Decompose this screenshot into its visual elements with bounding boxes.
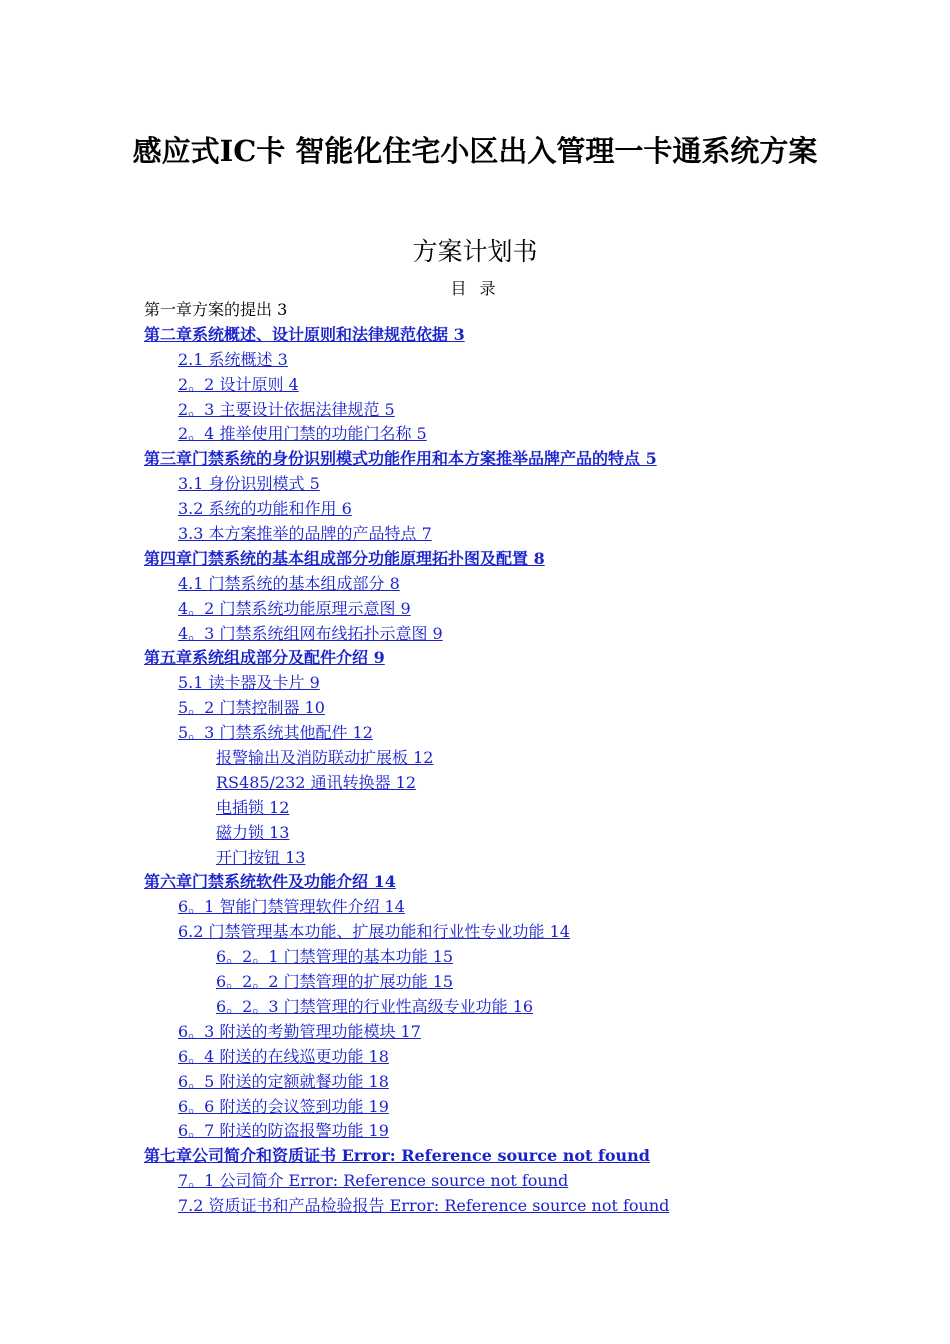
toc-section-entry: [0, 1194, 950, 1219]
toc-link[interactable]: 6。2。1 门禁管理的基本功能 15: [216, 947, 454, 967]
toc-section-entry: [0, 622, 950, 647]
toc-section-entry: [0, 1020, 950, 1045]
toc-link[interactable]: 6。6 附送的会议签到功能 19: [178, 1096, 389, 1116]
toc-link[interactable]: 3.2 系统的功能和作用 6: [178, 499, 352, 519]
toc-link[interactable]: 第二章系统概述、设计原则和法律规范依据 3: [144, 324, 465, 344]
toc-section-entry: [0, 522, 950, 547]
toc-section-entry: [0, 945, 950, 970]
toc-section-entry: [0, 422, 950, 447]
toc-link[interactable]: 4。3 门禁系统组网布线拓扑示意图 9: [178, 623, 443, 643]
toc-section-entry: [0, 497, 950, 522]
table-of-contents: [0, 298, 950, 1219]
toc-chapter-entry: [0, 547, 950, 572]
toc-link[interactable]: 6。3 附送的考勤管理功能模块 17: [178, 1021, 421, 1041]
toc-link[interactable]: 4。2 门禁系统功能原理示意图 9: [178, 598, 411, 618]
toc-chapter-entry: [0, 646, 950, 671]
toc-chapter-entry: [0, 870, 950, 895]
toc-link[interactable]: 电插锁 12: [216, 797, 290, 817]
toc-section-entry: [0, 746, 950, 771]
toc-link[interactable]: 5.1 读卡器及卡片 9: [178, 673, 320, 693]
toc-link[interactable]: 6。2。3 门禁管理的行业性高级专业功能 16: [216, 996, 534, 1016]
toc-chapter-entry: [0, 298, 950, 323]
toc-link[interactable]: 6。2。2 门禁管理的扩展功能 15: [216, 972, 454, 992]
toc-link[interactable]: RS485/232 通讯转换器 12: [216, 772, 417, 792]
toc-link[interactable]: 5。2 门禁控制器 10: [178, 698, 325, 718]
document-title: 感应式IC卡 智能化住宅小区出入管理一卡通系统方案: [132, 134, 818, 168]
toc-section-entry: [0, 373, 950, 398]
toc-section-entry: [0, 995, 950, 1020]
toc-link[interactable]: 3.3 本方案推举的品牌的产品特点 7: [178, 524, 432, 544]
toc-section-entry: [0, 671, 950, 696]
toc-link[interactable]: 第六章门禁系统软件及功能介绍 14: [144, 872, 396, 892]
toc-chapter-entry: [0, 447, 950, 472]
toc-link[interactable]: 2.1 系统概述 3: [178, 349, 288, 369]
toc-section-entry: [0, 398, 950, 423]
toc-section-entry: [0, 846, 950, 871]
toc-chapter-entry: [0, 323, 950, 348]
toc-link[interactable]: 磁力锁 13: [216, 822, 290, 842]
toc-section-entry: [0, 895, 950, 920]
toc-link[interactable]: 5。3 门禁系统其他配件 12: [178, 723, 373, 743]
toc-link[interactable]: 第五章系统组成部分及配件介绍 9: [144, 648, 385, 668]
toc-link[interactable]: 7.2 资质证书和产品检验报告 Error: Reference source not found: [178, 1196, 670, 1216]
toc-section-entry: [0, 348, 950, 373]
toc-section-entry: [0, 796, 950, 821]
toc-link[interactable]: 第三章门禁系统的身份识别模式功能作用和本方案推举品牌产品的特点 5: [144, 449, 657, 469]
toc-link[interactable]: 6。4 附送的在线巡更功能 18: [178, 1046, 389, 1066]
toc-section-entry: [0, 572, 950, 597]
toc-link[interactable]: 4.1 门禁系统的基本组成部分 8: [178, 573, 400, 593]
toc-link[interactable]: 2。3 主要设计依据法律规范 5: [178, 399, 395, 419]
toc-section-entry: [0, 771, 950, 796]
toc-link[interactable]: 2。2 设计原则 4: [178, 374, 299, 394]
toc-section-entry: [0, 920, 950, 945]
toc-section-entry: [0, 1095, 950, 1120]
toc-section-entry: [0, 1169, 950, 1194]
toc-section-entry: [0, 1045, 950, 1070]
toc-link[interactable]: 第四章门禁系统的基本组成部分功能原理拓扑图及配置 8: [144, 548, 545, 568]
toc-link[interactable]: 6。1 智能门禁管理软件介绍 14: [178, 897, 405, 917]
toc-section-entry: [0, 472, 950, 497]
toc-link[interactable]: 2。4 推举使用门禁的功能门名称 5: [178, 424, 427, 444]
toc-section-entry: [0, 1070, 950, 1095]
toc-link[interactable]: 6。5 附送的定额就餐功能 18: [178, 1071, 389, 1091]
toc-section-entry: [0, 970, 950, 995]
toc-section-entry: [0, 721, 950, 746]
toc-link[interactable]: 开门按钮 13: [216, 847, 306, 867]
toc-section-entry: [0, 821, 950, 846]
toc-link[interactable]: 报警输出及消防联动扩展板 12: [216, 748, 434, 768]
toc-link[interactable]: 7。1 公司简介 Error: Reference source not found: [178, 1171, 569, 1191]
toc-link: 第一章方案的提出 3: [144, 300, 288, 319]
toc-section-entry: [0, 597, 950, 622]
toc-heading: 目 录: [450, 279, 500, 298]
toc-link[interactable]: 3.1 身份识别模式 5: [178, 474, 320, 494]
toc-section-entry: [0, 696, 950, 721]
toc-chapter-entry: [0, 1144, 950, 1169]
toc-link[interactable]: 6.2 门禁管理基本功能、扩展功能和行业性专业功能 14: [178, 922, 570, 942]
toc-link[interactable]: 6。7 附送的防盗报警功能 19: [178, 1121, 389, 1141]
toc-section-entry: [0, 1119, 950, 1144]
toc-link[interactable]: 第七章公司简介和资质证书 Error: Reference source not found: [144, 1146, 650, 1166]
document-subtitle: 方案计划书: [412, 237, 538, 266]
